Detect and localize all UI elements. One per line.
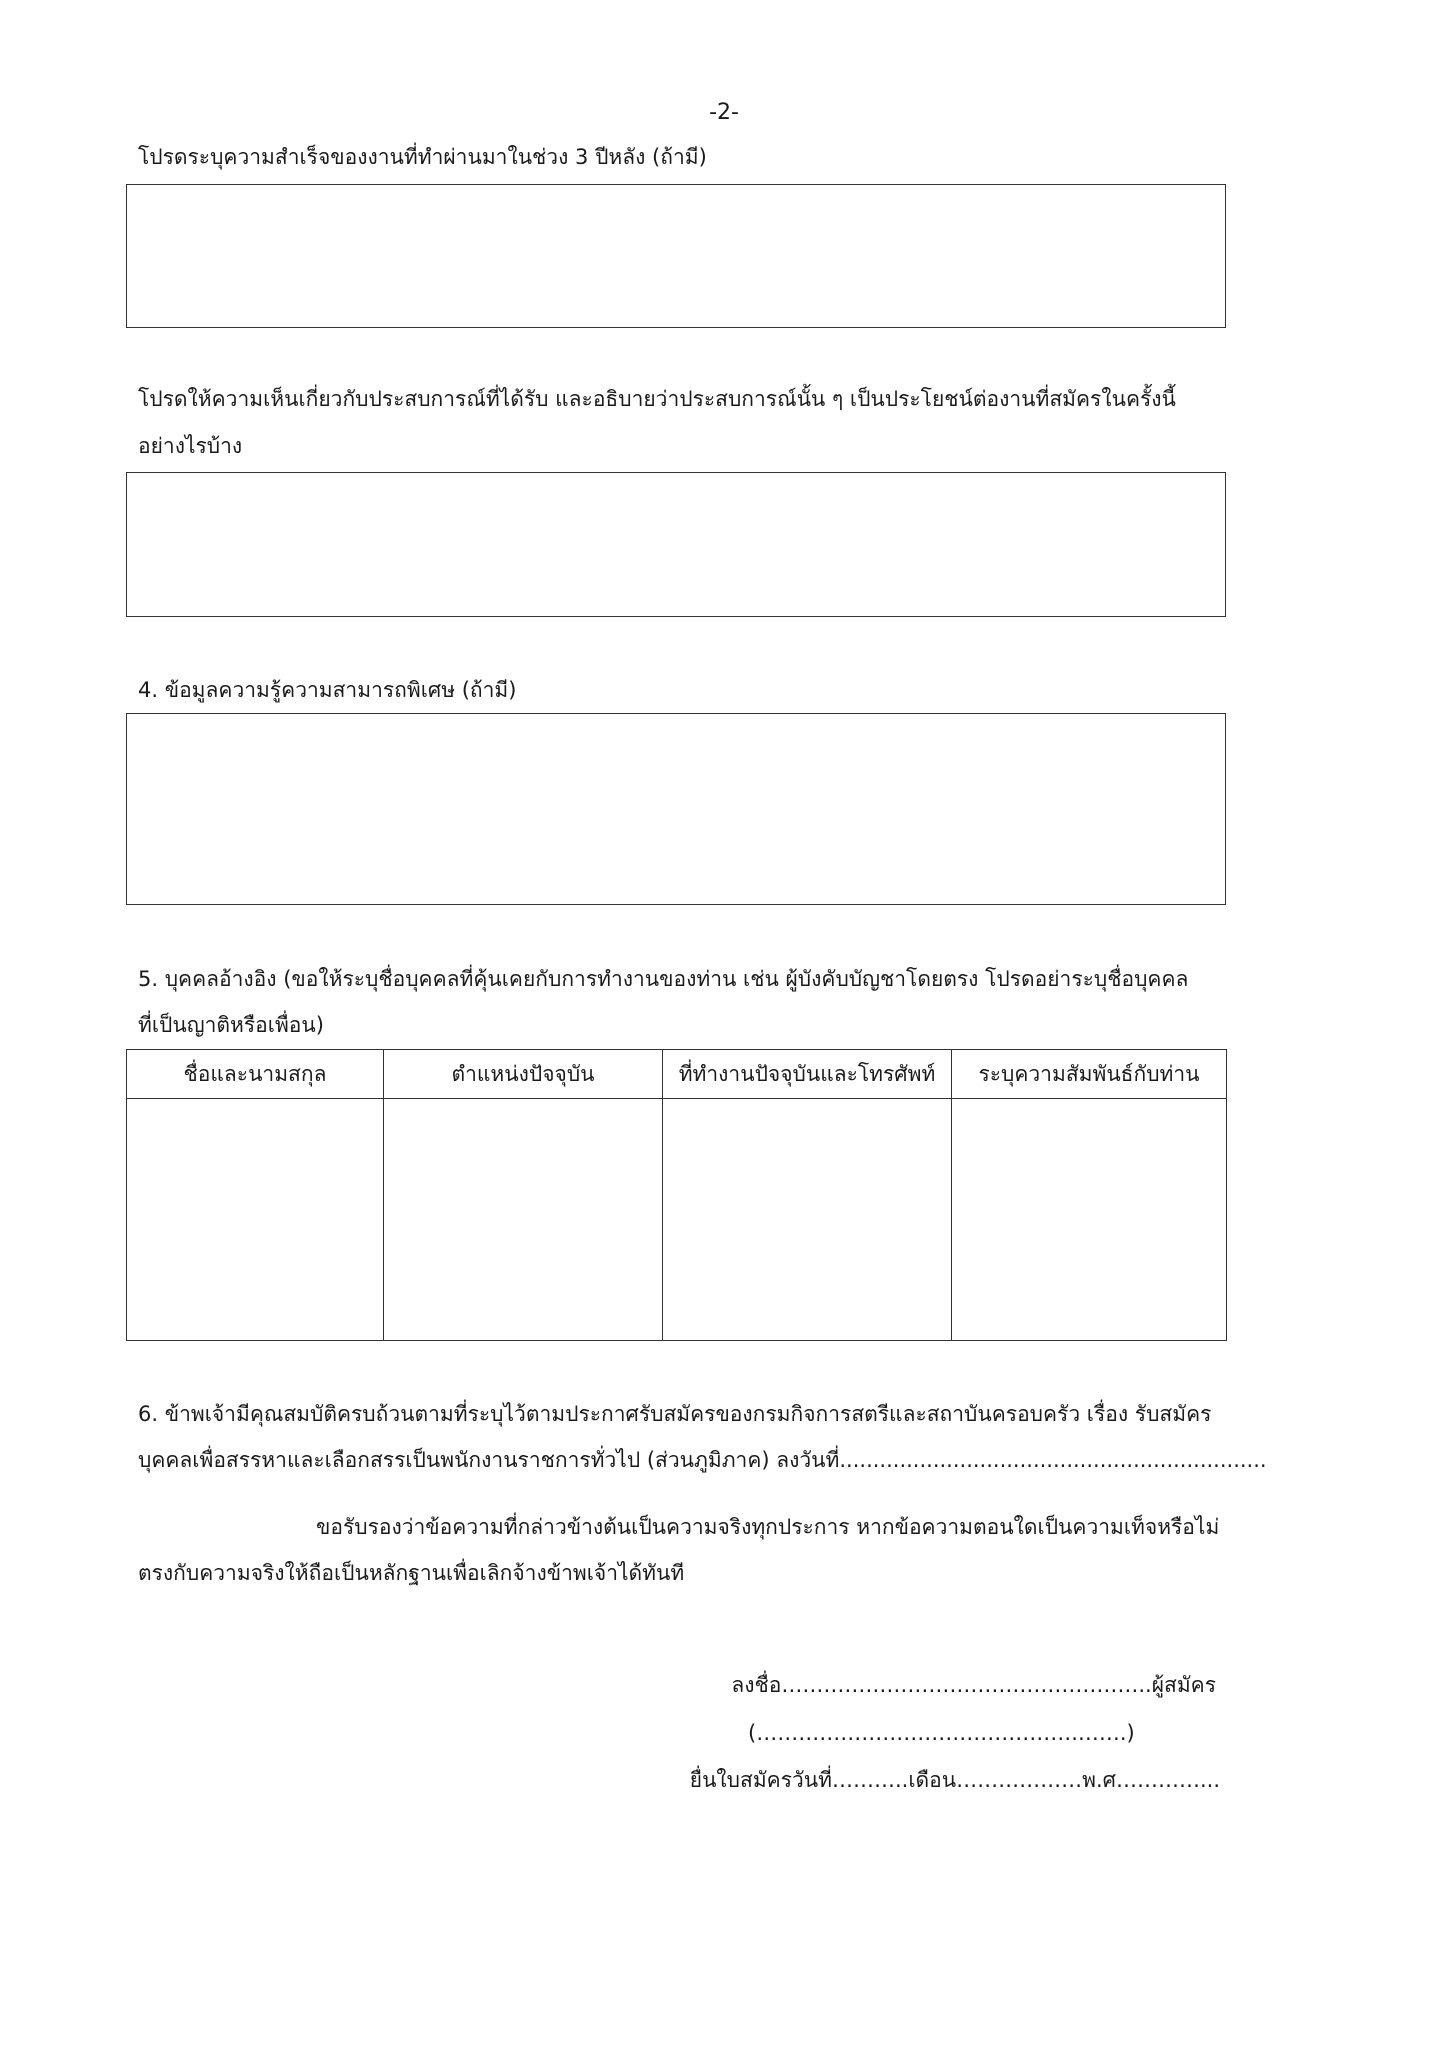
reference-name-cell[interactable] [127, 1099, 384, 1341]
special-skills-answer-box[interactable] [126, 713, 1226, 905]
applicant-name-line[interactable]: (……………………………………….…….) [748, 1721, 1135, 1745]
qualification-statement-line2: บุคคลเพื่อสรรหาและเลือกสรรเป็นพนักงานราชการทั่วไป (ส่วนภูมิภาค) ลงวันที่................................................................ [138, 1448, 1267, 1472]
signature-line[interactable]: ลงชื่อ……………………………………………..ผู้สมัคร [731, 1673, 1216, 1697]
experience-opinion-answer-box[interactable] [126, 472, 1226, 617]
page-number: -2- [709, 100, 739, 125]
column-header-position: ตำแหน่งปัจจุบัน [384, 1050, 663, 1099]
achievements-answer-box[interactable] [126, 184, 1226, 328]
application-date-line[interactable]: ยื่นใบสมัครวันที่………..เดือน………………พ.ศ…………... [689, 1768, 1220, 1792]
reference-workplace-phone-cell[interactable] [663, 1099, 952, 1341]
reference-relationship-cell[interactable] [952, 1099, 1227, 1341]
column-header-workplace-phone: ที่ทำงานปัจจุบันและโทรศัพท์ [663, 1050, 952, 1099]
achievements-label: โปรดระบุความสำเร็จของงานที่ทำผ่านมาในช่วง 3 ปีหลัง (ถ้ามี) [138, 145, 707, 169]
table-row [127, 1099, 1227, 1341]
special-skills-label: 4. ข้อมูลความรู้ความสามารถพิเศษ (ถ้ามี) [138, 678, 517, 702]
reference-position-cell[interactable] [384, 1099, 663, 1341]
references-label-line1: 5. บุคคลอ้างอิง (ขอให้ระบุชื่อบุคคลที่คุ้นเคยกับการทำงานของท่าน เช่น ผู้บังคับบัญชาโดยตรง โปรดอย่าระบุชื่อบุคคล [138, 967, 1189, 991]
references-table [126, 1049, 1227, 1341]
certification-line2: ตรงกับความจริงให้ถือเป็นหลักฐานเพื่อเลิกจ้างข้าพเจ้าได้ทันที [138, 1561, 685, 1585]
experience-opinion-label-line2: อย่างไรบ้าง [138, 434, 243, 458]
qualification-statement-line1: 6. ข้าพเจ้ามีคุณสมบัติครบถ้วนตามที่ระบุไว้ตามประกาศรับสมัครของกรมกิจการสตรีและสถาบันครอบครัว เรื่อง รับสมัคร [138, 1402, 1212, 1426]
certification-line1: ขอรับรองว่าข้อความที่กล่าวข้างต้นเป็นความจริงทุกประการ หากข้อความตอนใดเป็นความเท็จหรือไม่ [316, 1515, 1220, 1539]
column-header-name: ชื่อและนามสกุล [127, 1050, 384, 1099]
references-header-row [127, 1050, 1227, 1099]
column-header-relationship: ระบุความสัมพันธ์กับท่าน [952, 1050, 1227, 1099]
experience-opinion-label-line1: โปรดให้ความเห็นเกี่ยวกับประสบการณ์ที่ได้รับ และอธิบายว่าประสบการณ์นั้น ๆ เป็นประโยชน์ต่องานที่สมัครในครั้งนี้ [138, 387, 1176, 411]
references-label-line2: ที่เป็นญาติหรือเพื่อน) [138, 1013, 324, 1037]
